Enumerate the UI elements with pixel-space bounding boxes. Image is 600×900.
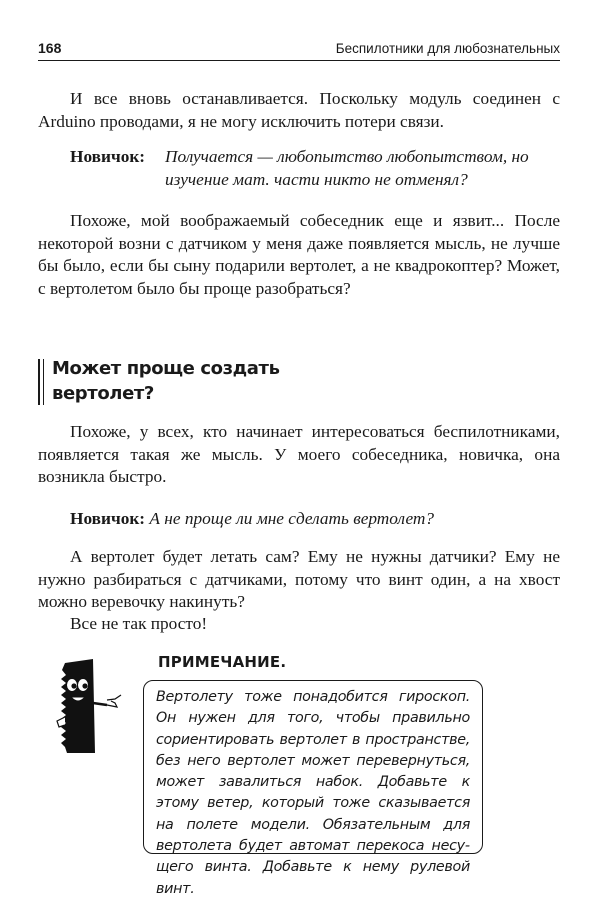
note-box bbox=[143, 680, 483, 897]
page-number: 168 bbox=[38, 40, 62, 56]
paragraph: И все вновь останавливается. Поскольку модуль соединен с Arduino проводами, я не могу исключить потери связи. bbox=[38, 89, 560, 131]
section-title: Может проще создать вертолет? bbox=[52, 358, 280, 404]
dialog-text: А не проще ли мне сделать вертолет? bbox=[149, 509, 435, 528]
dialog-line bbox=[70, 146, 560, 191]
running-header bbox=[38, 38, 560, 61]
note-text: Вертолету тоже понадобится гироскоп. Он нужен для того, чтобы правильно сориентировать вертолет в пространстве, без него вертолет может перевернуться, может завалиться набок. Добавьте к этому ветер, который тоже сказывается на полете модели. Обязательным для вертолета будет автомат перекоса несущего винта. Добавьте к нему рулевой винт. bbox=[156, 689, 470, 897]
dialog-speaker: Новичок: bbox=[70, 147, 146, 166]
dialog-speaker: Новичок: bbox=[70, 509, 146, 528]
heading-bar-icon bbox=[38, 359, 44, 405]
paragraph: Похоже, у всех, кто начинает интересоваться беспилотниками, появляется такая же мысль. У моего собеседника, новичка, она возникла быстро. bbox=[38, 422, 560, 486]
note-label: ПРИМЕЧАНИЕ. bbox=[158, 653, 287, 671]
paragraph: Все не так просто! bbox=[70, 614, 208, 633]
paragraph: Похоже, мой воображаемый собеседник еще и язвит... После некоторой возни с датчиком у меня даже появляется мысль, не лучше бы было, если бы сыну подарили вертолет, а не квадрокоптер? Может, с вертолетом было бы проще разобраться? bbox=[38, 211, 560, 298]
dialog-text: Получается — любопытство любопытством, но изучение мат. части никто не отменял? bbox=[165, 147, 529, 189]
dialog-line bbox=[70, 508, 560, 531]
mascot-pointing-icon bbox=[55, 655, 135, 755]
section-heading bbox=[38, 356, 352, 406]
paragraph: А вертолет будет летать сам? Ему не нужны датчики? Ему не нужно разбираться с датчиками, потому что винт один, а на хвост можно веревочку накинуть? bbox=[38, 547, 560, 611]
book-title: Беспилотники для любознательных bbox=[335, 41, 560, 56]
